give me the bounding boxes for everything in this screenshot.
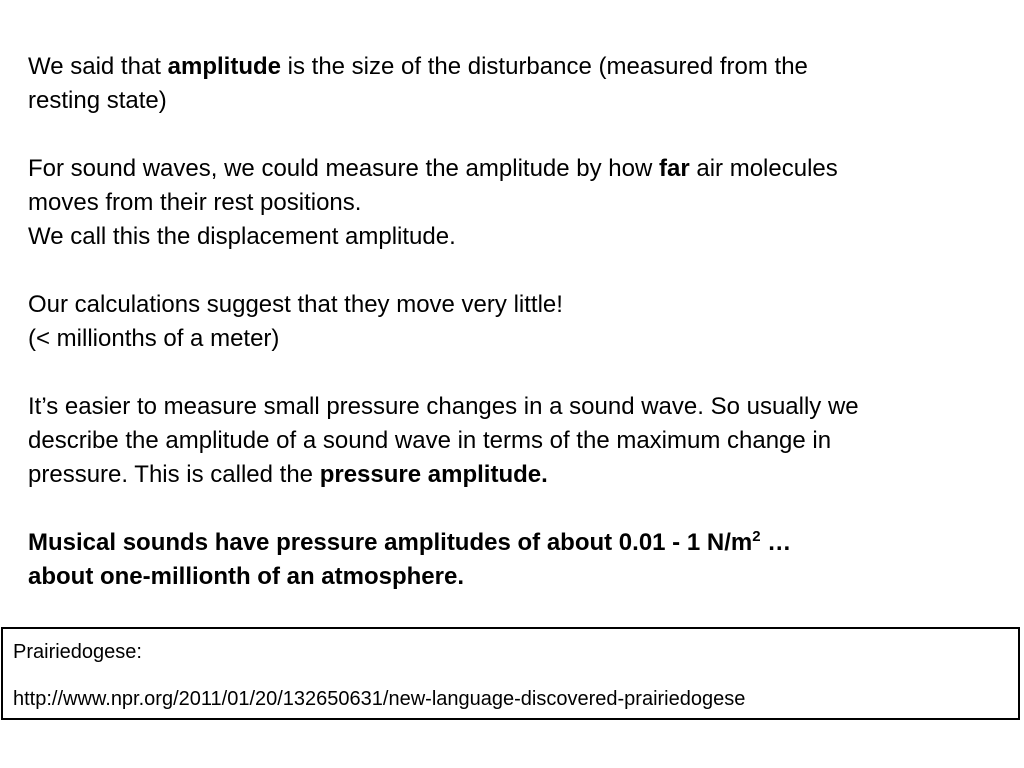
text-span: Musical sounds have pressure amplitudes of about 0.01 - 1 N/m xyxy=(28,529,753,556)
slide-body xyxy=(28,50,1018,594)
text-line: resting state) xyxy=(28,87,167,114)
text-span: is the size of the disturbance (measured from the xyxy=(280,53,808,80)
text-line: moves from their rest positions. xyxy=(28,189,362,216)
bold-term-far: far xyxy=(659,155,690,182)
text-span: For sound waves, we could measure the amplitude by how xyxy=(28,155,659,182)
text-line xyxy=(28,50,1018,84)
paragraph-pressure-amplitude xyxy=(28,390,1018,492)
bold-term-pressure-amplitude: pressure amplitude. xyxy=(319,461,548,488)
text-span: air molecules xyxy=(689,155,838,182)
text-span: … xyxy=(760,529,792,556)
reference-note-box xyxy=(1,627,1020,720)
paragraph-amplitude-definition xyxy=(28,50,1018,118)
text-line: about one-millionth of an atmosphere. xyxy=(28,563,465,590)
text-line xyxy=(28,152,1018,186)
bold-term-amplitude: amplitude xyxy=(167,53,281,80)
reference-url-link[interactable]: http://www.npr.org/2011/01/20/132650631/new-language-discovered-prairiedogese xyxy=(13,688,746,710)
paragraph-musical-sounds xyxy=(28,526,1018,594)
text-line: describe the amplitude of a sound wave in terms of the maximum change in xyxy=(28,427,832,454)
text-line: (< millionths of a meter) xyxy=(28,325,280,352)
text-line xyxy=(28,458,1018,492)
text-span: pressure. This is called the xyxy=(28,461,320,488)
text-span: We said that xyxy=(28,53,168,80)
superscript: 2 xyxy=(752,528,761,545)
paragraph-displacement xyxy=(28,152,1018,254)
text-line xyxy=(28,526,1018,560)
text-line: Our calculations suggest that they move very little! xyxy=(28,291,563,318)
paragraph-calculations xyxy=(28,288,1018,356)
note-title: Prairiedogese: xyxy=(13,641,142,663)
text-line: It’s easier to measure small pressure changes in a sound wave. So usually we xyxy=(28,393,859,420)
text-line: We call this the displacement amplitude. xyxy=(28,223,456,250)
